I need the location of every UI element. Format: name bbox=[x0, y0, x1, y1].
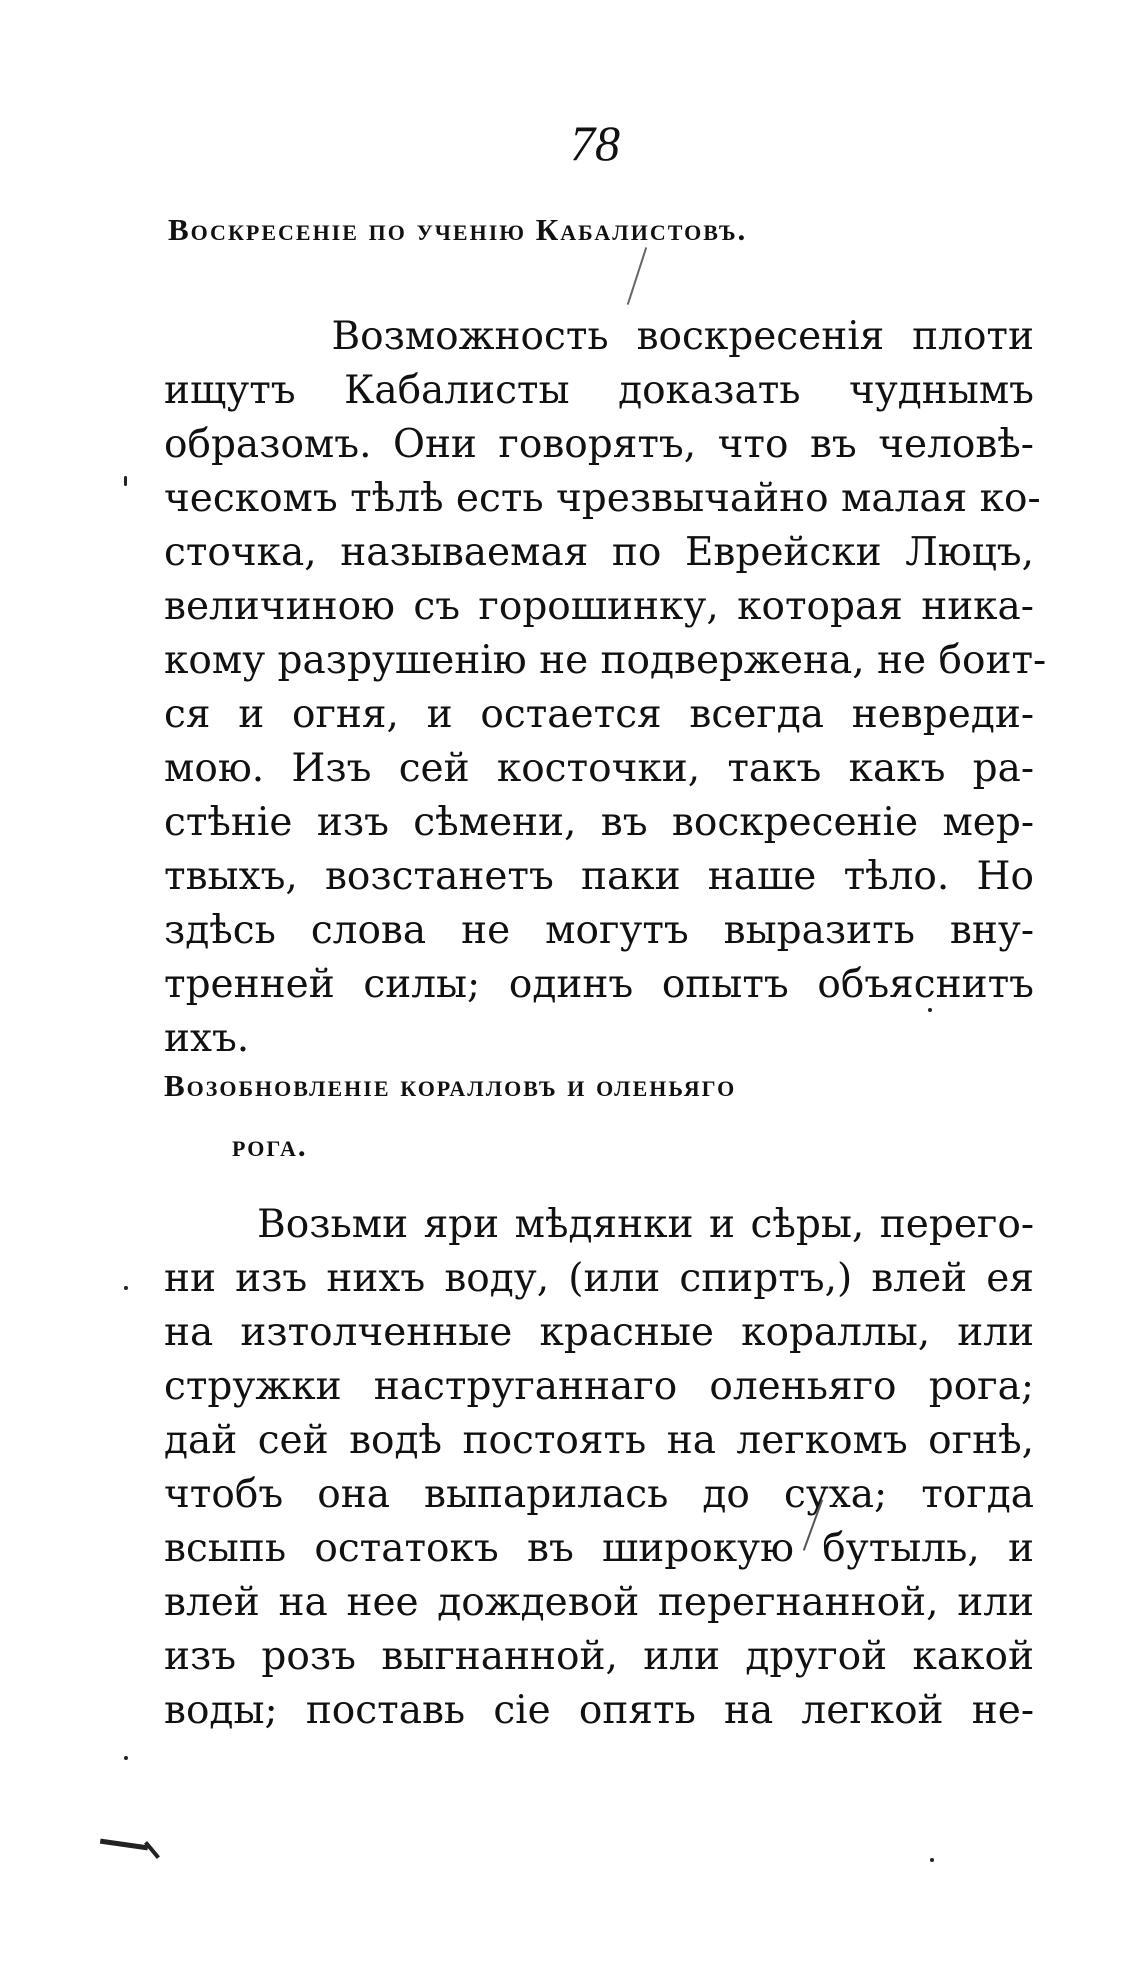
text-line: стружки наструганнаго оленьяго рога; bbox=[164, 1364, 1034, 1409]
text-line: кому разрушенію не подвержена, не боит- bbox=[164, 638, 1047, 683]
text-line: сточка, называемая по Еврейски Люцъ, bbox=[164, 530, 1034, 575]
text-line: всыпь остатокъ въ широкую бутыль, и bbox=[164, 1526, 1034, 1571]
text-line: на изтолченные красные кораллы, или bbox=[164, 1310, 1034, 1355]
scan-speck bbox=[928, 1008, 932, 1012]
text-line: чтобъ она выпарилась до суха; тогда bbox=[164, 1472, 1034, 1517]
text-line: стѣніе изъ сѣмени, въ воскресеніе мер- bbox=[164, 800, 1034, 845]
scan-artifact bbox=[100, 1839, 148, 1851]
scan-speck bbox=[124, 1286, 128, 1290]
text-line: ческомъ тѣлѣ есть чрезвычайно малая ко- bbox=[164, 476, 1041, 521]
scan-speck bbox=[124, 476, 127, 486]
paragraph-resurrection bbox=[164, 310, 1047, 1066]
text-line: ищутъ Кабалисты доказать чуднымъ bbox=[164, 368, 1034, 413]
text-line: здѣсь слова не могутъ выразить вну- bbox=[164, 908, 1034, 953]
scan-speck bbox=[930, 1858, 934, 1862]
text-line: ни изъ нихъ воду, (или спиртъ,) влей ея bbox=[164, 1256, 1034, 1301]
text-line: Возможность воскресенія плоти bbox=[164, 314, 1034, 359]
section-heading-corals: Возобновленіе коралловъ и оленьяго bbox=[164, 1068, 737, 1103]
paragraph-corals bbox=[164, 1198, 1034, 1738]
scan-speck bbox=[124, 1756, 128, 1760]
text-line: Возьми яри мѣдянки и сѣры, перего- bbox=[164, 1202, 1034, 1247]
text-line: влей на нее дождевой перегнанной, или bbox=[164, 1580, 1034, 1625]
scan-artifact bbox=[627, 247, 647, 305]
text-line: твыхъ, возстанетъ паки наше тѣло. Но bbox=[164, 854, 1034, 899]
text-line: величиною съ горошинку, которая ника- bbox=[164, 584, 1034, 629]
text-line: изъ розъ выгнанной, или другой какой bbox=[164, 1634, 1034, 1679]
text-line: ся и огня, и остается всегда невреди- bbox=[164, 692, 1034, 737]
text-line: мою. Изъ сей косточки, такъ какъ ра- bbox=[164, 746, 1034, 791]
section-heading-corals-continued: рога. bbox=[232, 1128, 308, 1163]
text-line: дай сей водѣ постоять на легкомъ огнѣ, bbox=[164, 1418, 1034, 1463]
section-heading-resurrection: Воскресеніе по ученію Кабалистовъ. bbox=[168, 212, 748, 247]
page-number: 78 bbox=[570, 115, 620, 171]
text-line: ихъ. bbox=[164, 1016, 250, 1061]
text-line: воды; поставь сіе опять на легкой не- bbox=[164, 1688, 1034, 1733]
text-line: тренней силы; одинъ опытъ объяснитъ bbox=[164, 962, 1034, 1007]
text-line: образомъ. Они говорятъ, что въ человѣ- bbox=[164, 422, 1034, 467]
